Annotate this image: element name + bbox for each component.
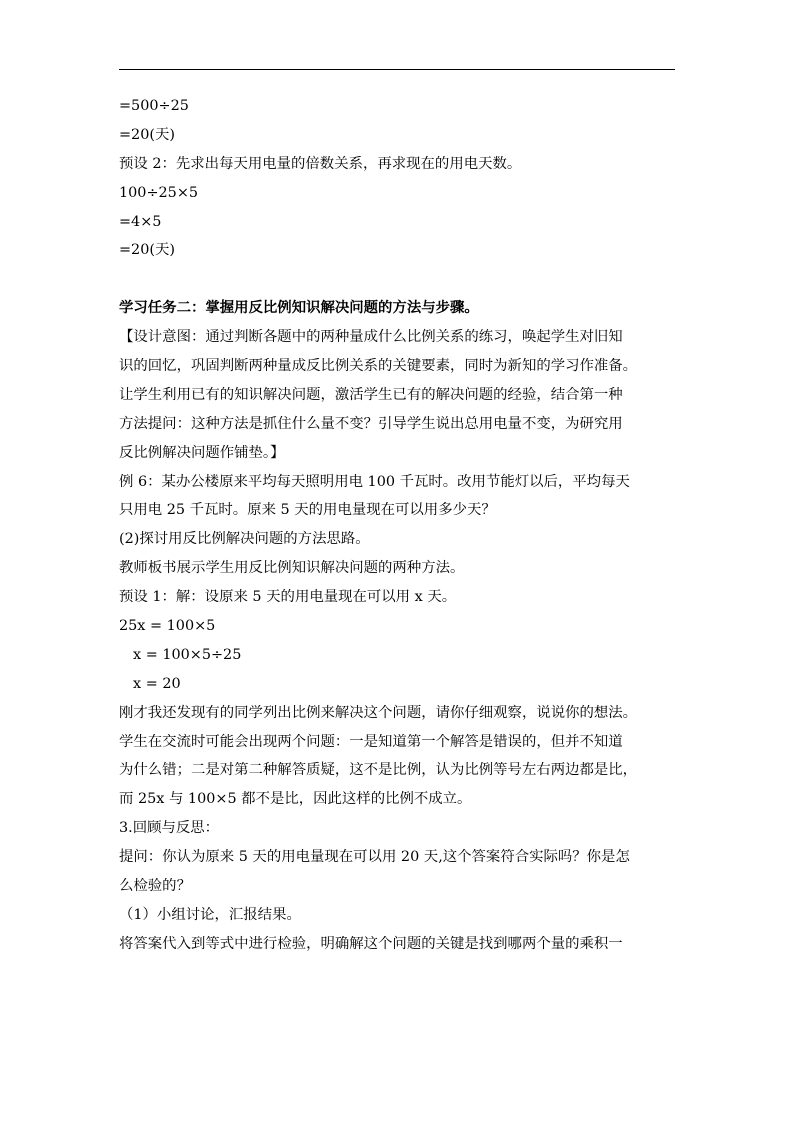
text-line: 将答案代入到等式中进行检验，明确解这个问题的关键是找到哪两个量的乘积一 bbox=[119, 935, 623, 952]
text-line: 而 25x 与 100×5 都不是比，因此这样的比例不成立。 bbox=[119, 791, 472, 808]
document-body bbox=[119, 92, 675, 959]
text-line: 刚才我还发现有的同学列出比例来解决这个问题，请你仔细观察，说说你的想法。 bbox=[119, 704, 638, 721]
text-line: 教师板书展示学生用反比例知识解决问题的两种方法。 bbox=[119, 560, 465, 577]
text-line: 预设 1：解：设原来 5 天的用电量现在可以用 x 天。 bbox=[119, 589, 457, 606]
text-line: 让学生利用已有的知识解决问题，激活学生已有的解决问题的经验，结合第一种 bbox=[119, 386, 623, 403]
text-line: =4×5 bbox=[119, 213, 162, 230]
text-line: 100÷25×5 bbox=[119, 184, 199, 201]
text-line: =20(天) bbox=[119, 242, 175, 259]
section-heading: 学习任务二：掌握用反比例知识解决问题的方法与步骤。 bbox=[119, 299, 479, 317]
text-line: 反比例解决问题作铺垫。】 bbox=[119, 444, 285, 461]
text-line: 提问：你认为原来 5 天的用电量现在可以用 20 天,这个答案符合实际吗？你是怎 bbox=[119, 849, 630, 866]
equation-line: 25x = 100×5 bbox=[119, 618, 216, 635]
text-line: 只用电 25 千瓦时。原来 5 天的用电量现在可以用多少天？ bbox=[119, 502, 496, 519]
text-line: =20(天) bbox=[119, 126, 175, 143]
equation-line: x = 20 bbox=[133, 675, 181, 692]
text-line: 预设 2：先求出每天用电量的倍数关系，再求现在的用电天数。 bbox=[119, 155, 522, 172]
header-rule bbox=[119, 69, 675, 70]
text-line: =500÷25 bbox=[119, 98, 189, 114]
text-line: 为什么错；二是对第二种解答质疑，这不是比例，认为比例等号左右两边都是比， bbox=[119, 762, 638, 779]
text-line: 学生在交流时可能会出现两个问题：一是知道第一个解答是错误的，但并不知道 bbox=[119, 733, 623, 750]
text-line: 例 6：某办公楼原来平均每天照明用电 100 千瓦时。改用节能灯以后，平均每天 bbox=[119, 473, 630, 490]
text-line: (2)探讨用反比例解决问题的方法思路。 bbox=[119, 531, 370, 548]
equation-line: x = 100×5÷25 bbox=[133, 646, 242, 663]
text-line: 【设计意图：通过判断各题中的两种量成什么比例关系的练习，唤起学生对旧知 bbox=[119, 329, 623, 346]
blank-line bbox=[119, 265, 675, 294]
text-line: 3.回顾与反思： bbox=[119, 820, 220, 837]
text-line: 识的回忆，巩固判断两种量成反比例关系的关键要素，同时为新知的学习作准备。 bbox=[119, 358, 638, 375]
text-line: （1）小组讨论，汇报结果。 bbox=[119, 906, 301, 923]
text-line: 么检验的？ bbox=[119, 878, 191, 895]
text-line: 方法提问：这种方法是抓住什么量不变？引导学生说出总用电量不变，为研究用 bbox=[119, 415, 623, 432]
